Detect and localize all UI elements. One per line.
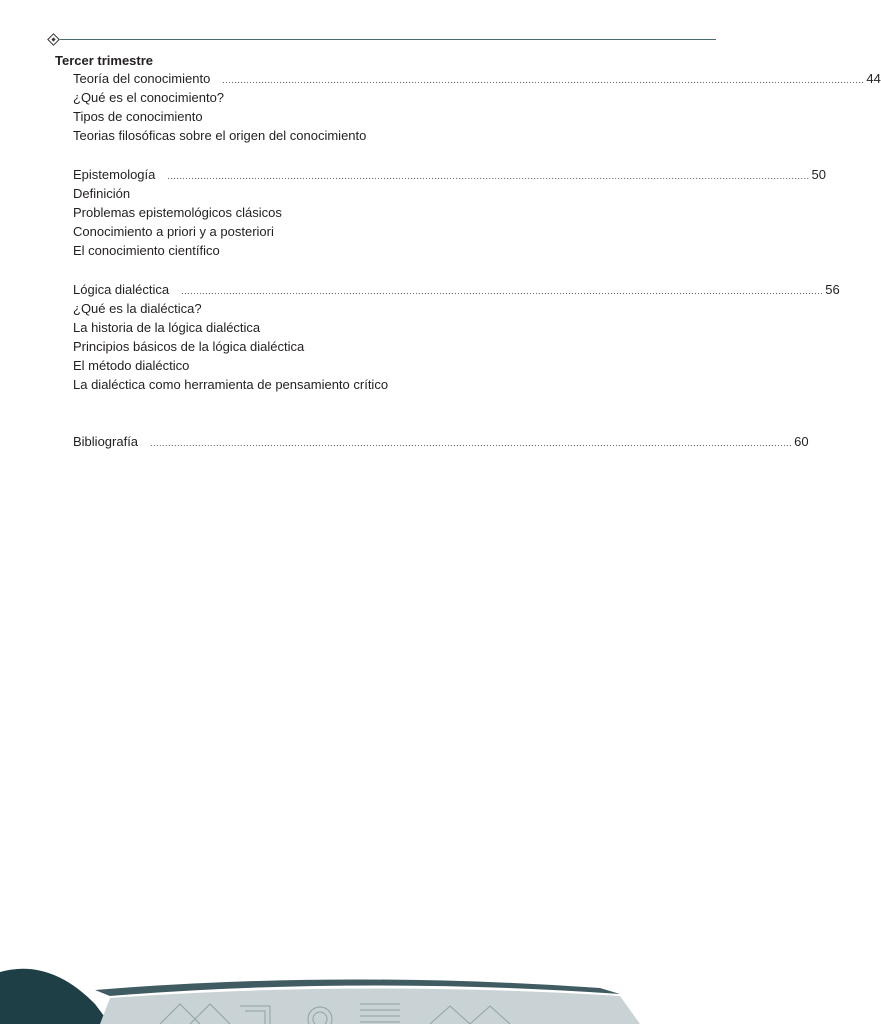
toc-subitem: Principios básicos de la lógica dialéctica (73, 339, 305, 354)
footer-light-band (100, 988, 640, 1024)
toc-entry-title: Bibliografía (73, 434, 139, 449)
footer-dark-shape (0, 969, 110, 1024)
toc-subitem: La dialéctica como herramienta de pensamiento crítico (73, 377, 389, 392)
toc-subitem: El método dialéctico (73, 358, 190, 373)
page-number: 44 (866, 71, 881, 86)
header-line (60, 39, 716, 40)
toc-entry-bibliografia[interactable] (73, 432, 809, 451)
dot-leader: ...................................................................................................................................................................................................................... (222, 75, 865, 85)
toc-entry-epistemologia[interactable] (73, 165, 826, 184)
toc-subitem: Conocimiento a priori y a posteriori (73, 224, 274, 239)
toc-subitem: El conocimiento científico (73, 243, 220, 258)
toc-entry-teoria[interactable] (73, 69, 881, 88)
dot-leader: ...................................................................................................................................................................................................................... (167, 171, 810, 181)
toc-entry-title: Lógica dialéctica (73, 282, 170, 297)
header-rule (48, 32, 716, 48)
toc-entry-title: Teoría del conocimiento (73, 71, 211, 86)
dot-leader: ...................................................................................................................................................................................................................... (150, 438, 793, 448)
footer-decoration (0, 964, 768, 1024)
dot-leader: ...................................................................................................................................................................................................................... (181, 286, 824, 296)
toc-subitem: Problemas epistemológicos clásicos (73, 205, 282, 220)
page-number: 56 (825, 282, 840, 297)
page-number: 50 (811, 167, 826, 182)
diamond-ornament-icon (47, 33, 60, 46)
toc-subitem: Tipos de conocimiento (73, 109, 203, 124)
toc-entry-logica[interactable] (73, 280, 840, 299)
toc-entry-title: Epistemología (73, 167, 156, 182)
toc-subitem: ¿Qué es la dialéctica? (73, 301, 202, 316)
section-title: Tercer trimestre (55, 53, 154, 68)
toc-subitem: ¿Qué es el conocimiento? (73, 90, 225, 105)
toc-subitem: Definición (73, 186, 131, 201)
toc-subitem: La historia de la lógica dialéctica (73, 320, 261, 335)
page-number: 60 (794, 434, 809, 449)
toc-subitem: Teorias filosóficas sobre el origen del conocimiento (73, 128, 367, 143)
